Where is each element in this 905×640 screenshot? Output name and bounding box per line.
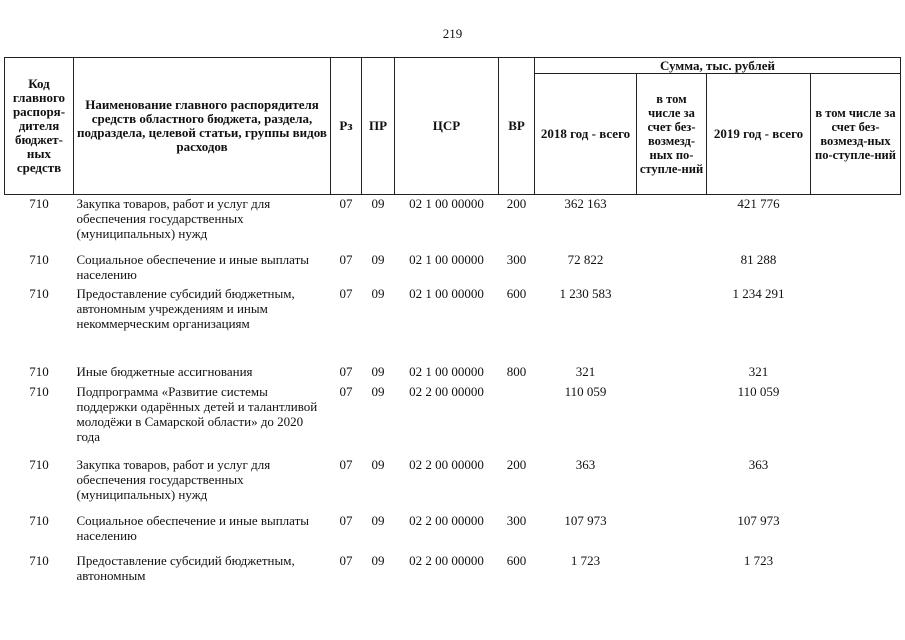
cell-code: 710 bbox=[29, 251, 49, 267]
budget-table bbox=[4, 57, 901, 586]
cell-code: 710 bbox=[29, 456, 49, 472]
cell-2019-bez bbox=[811, 195, 901, 251]
cell-2019-total: 1 234 291 bbox=[732, 285, 785, 301]
page-number: 219 bbox=[442, 26, 463, 41]
cell-2019-total: 321 bbox=[748, 363, 769, 379]
cell-vr: 300 bbox=[506, 251, 527, 267]
cell-vr: 300 bbox=[506, 512, 527, 528]
header-name: Наименование главного распорядителя средств областного бюджета, раздела, подраздела, целевой статьи, группы видов расходов bbox=[74, 58, 331, 195]
cell-vr: 200 bbox=[506, 196, 527, 211]
cell-rz: 07 bbox=[339, 512, 353, 528]
cell-csr: 02 1 00 00000 bbox=[409, 285, 484, 301]
cell-2018-bez bbox=[637, 251, 707, 285]
cell-2018-bez bbox=[637, 363, 707, 383]
cell-vr bbox=[499, 383, 535, 456]
table-row bbox=[5, 512, 901, 552]
cell-code: 710 bbox=[29, 512, 49, 528]
cell-name: Подпрограмма «Развитие системы поддержки одарённых детей и талантливой молодёжи в Самарской области» до 2020 года bbox=[76, 383, 318, 444]
cell-2019-total: 1 723 bbox=[743, 552, 774, 568]
cell-2018-bez bbox=[637, 552, 707, 586]
cell-2019-total: 363 bbox=[748, 456, 769, 472]
cell-csr: 02 1 00 00000 bbox=[409, 363, 484, 379]
cell-2019-bez bbox=[811, 552, 901, 586]
table-row bbox=[5, 456, 901, 512]
cell-2019-bez bbox=[811, 285, 901, 363]
header-sum-group: Сумма, тыс. рублей bbox=[535, 58, 901, 74]
cell-rz: 07 bbox=[339, 363, 353, 379]
cell-rz: 07 bbox=[339, 456, 353, 472]
cell-csr: 02 1 00 00000 bbox=[409, 251, 484, 267]
header-2018-total: 2018 год - всего bbox=[535, 74, 637, 195]
cell-csr: 02 2 00 00000 bbox=[409, 512, 484, 528]
cell-2018-total: 110 059 bbox=[564, 383, 607, 399]
cell-2019-total: 421 776 bbox=[737, 196, 780, 211]
cell-name: Закупка товаров, работ и услуг для обеспечения государственных (муниципальных) нужд bbox=[76, 456, 271, 502]
cell-2019-bez bbox=[811, 363, 901, 383]
cell-name: Предоставление субсидий бюджетным, автономным bbox=[76, 552, 295, 583]
cell-pr: 09 bbox=[371, 363, 385, 379]
cell-2019-total: 107 973 bbox=[737, 512, 780, 528]
header-pr: ПР bbox=[362, 58, 395, 195]
cell-pr: 09 bbox=[371, 285, 385, 301]
cell-vr: 600 bbox=[506, 552, 527, 568]
cell-vr: 200 bbox=[506, 456, 527, 472]
table-row bbox=[5, 363, 901, 383]
header-code: Код главного распоря-дителя бюджет-ных средств bbox=[5, 58, 74, 195]
cell-code: 710 bbox=[29, 196, 49, 211]
cell-rz: 07 bbox=[339, 251, 353, 267]
cell-name: Иные бюджетные ассигнования bbox=[76, 363, 253, 379]
cell-2018-bez bbox=[637, 512, 707, 552]
cell-vr: 600 bbox=[506, 285, 527, 301]
header-vr: ВР bbox=[499, 58, 535, 195]
cell-2018-total: 107 973 bbox=[564, 512, 607, 528]
cell-2018-total: 362 163 bbox=[564, 196, 607, 211]
cell-code: 710 bbox=[29, 363, 49, 379]
header-2019-bez: в том числе за счет без-возмезд-ных по-ступле-ний bbox=[811, 74, 901, 195]
cell-pr: 09 bbox=[371, 512, 385, 528]
cell-vr: 800 bbox=[506, 363, 527, 379]
cell-2019-total: 110 059 bbox=[737, 383, 780, 399]
cell-2019-bez bbox=[811, 383, 901, 456]
header-rz: Рз bbox=[331, 58, 362, 195]
cell-2019-bez bbox=[811, 251, 901, 285]
cell-2018-total: 321 bbox=[575, 363, 596, 379]
cell-pr: 09 bbox=[371, 456, 385, 472]
cell-2018-bez bbox=[637, 195, 707, 251]
cell-csr: 02 2 00 00000 bbox=[409, 383, 484, 399]
table-row bbox=[5, 383, 901, 456]
cell-2018-bez bbox=[637, 285, 707, 363]
table-body bbox=[5, 195, 901, 586]
table-header bbox=[5, 58, 901, 195]
cell-2018-bez bbox=[637, 456, 707, 512]
cell-code: 710 bbox=[29, 383, 49, 399]
header-2018-bez: в том числе за счет без-возмезд-ных по-ступле-ний bbox=[637, 74, 707, 195]
table-row bbox=[5, 195, 901, 251]
cell-2018-total: 363 bbox=[575, 456, 596, 472]
cell-2018-total: 1 230 583 bbox=[559, 285, 612, 301]
cell-pr: 09 bbox=[371, 196, 385, 211]
cell-name: Социальное обеспечение и иные выплаты населению bbox=[76, 251, 310, 282]
cell-pr: 09 bbox=[371, 383, 385, 399]
header-csr: ЦСР bbox=[395, 58, 499, 195]
cell-2018-total: 72 822 bbox=[567, 251, 604, 267]
table-row bbox=[5, 552, 901, 586]
cell-2019-bez bbox=[811, 512, 901, 552]
cell-rz: 07 bbox=[339, 196, 353, 211]
cell-2018-total: 1 723 bbox=[570, 552, 601, 568]
cell-pr: 09 bbox=[371, 251, 385, 267]
cell-rz: 07 bbox=[339, 552, 353, 568]
cell-csr: 02 2 00 00000 bbox=[409, 552, 484, 568]
cell-csr: 02 2 00 00000 bbox=[409, 456, 484, 472]
cell-pr: 09 bbox=[371, 552, 385, 568]
table-row bbox=[5, 285, 901, 363]
cell-name: Социальное обеспечение и иные выплаты населению bbox=[76, 512, 310, 543]
header-2019-total: 2019 год - всего bbox=[707, 74, 811, 195]
cell-name: Предоставление субсидий бюджетным, автономным учреждениям и иным некоммерческим организациям bbox=[76, 285, 295, 331]
cell-2019-total: 81 288 bbox=[740, 251, 777, 267]
cell-code: 710 bbox=[29, 552, 49, 568]
cell-2018-bez bbox=[637, 383, 707, 456]
cell-rz: 07 bbox=[339, 383, 353, 399]
cell-csr: 02 1 00 00000 bbox=[409, 196, 484, 211]
cell-name: Закупка товаров, работ и услуг для обеспечения государственных (муниципальных) нужд bbox=[76, 196, 271, 241]
cell-2019-bez bbox=[811, 456, 901, 512]
table-row bbox=[5, 251, 901, 285]
cell-rz: 07 bbox=[339, 285, 353, 301]
cell-code: 710 bbox=[29, 285, 49, 301]
